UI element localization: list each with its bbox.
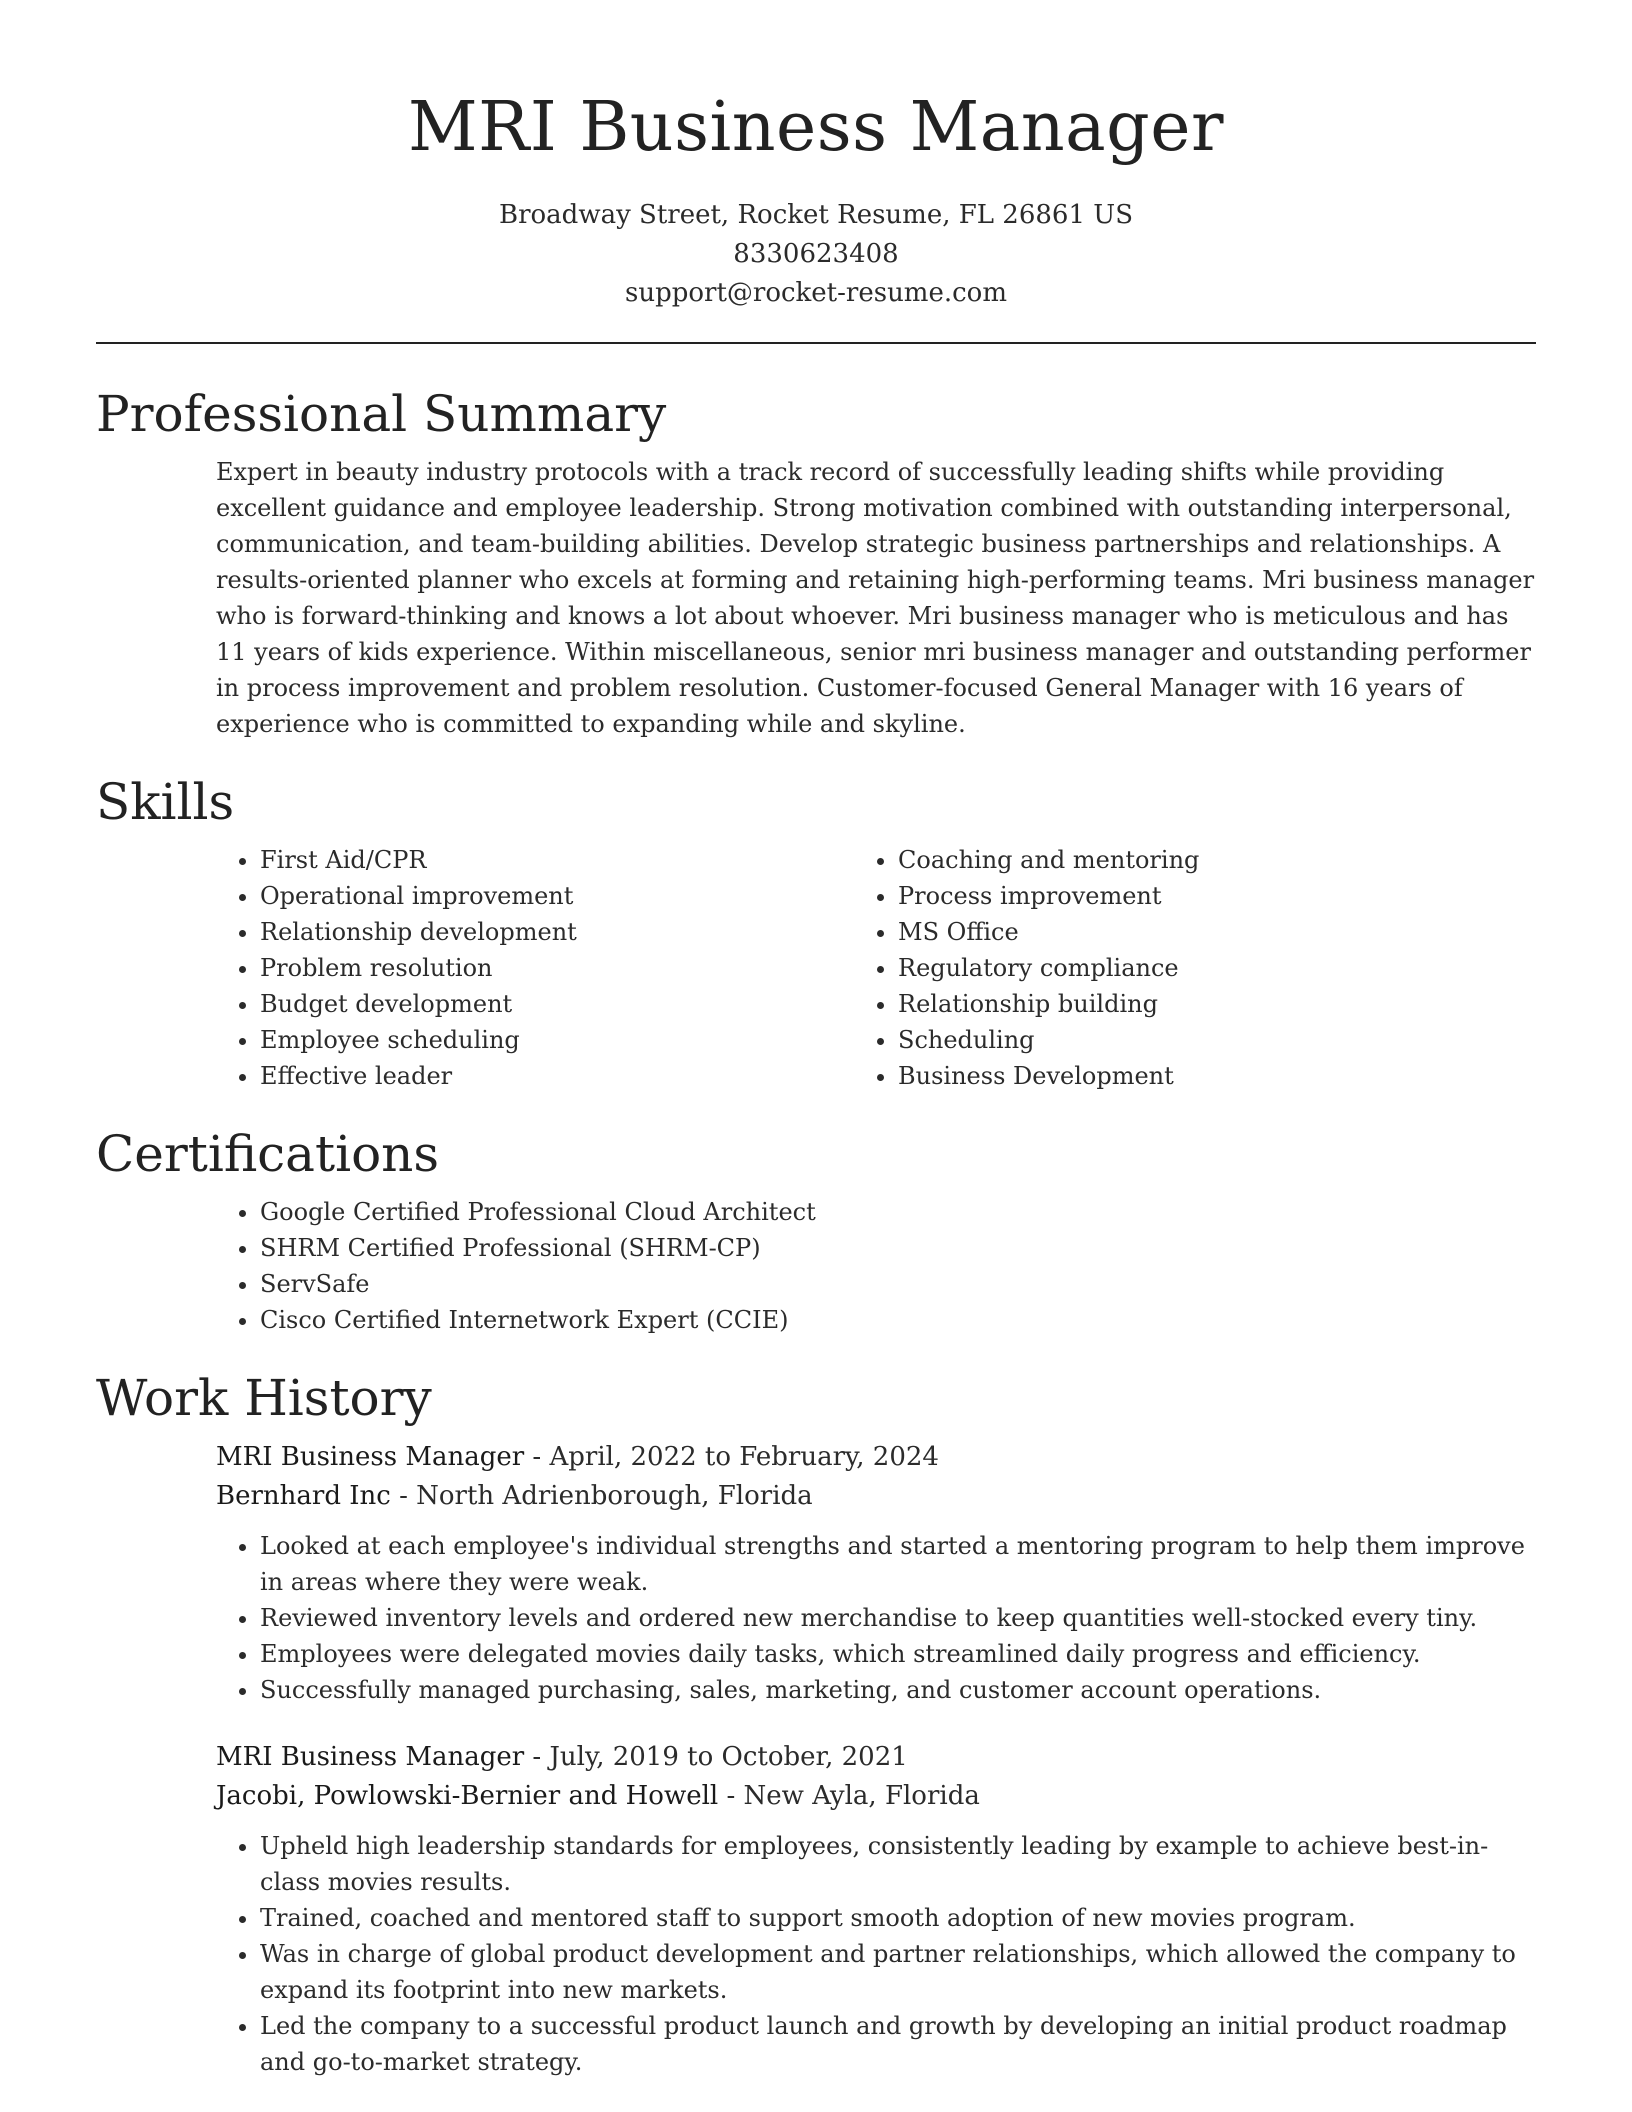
skill-item: • Coaching and mentoring bbox=[898, 842, 1536, 878]
skill-item: • Operational improvement bbox=[260, 878, 898, 914]
skill-item: • Effective leader bbox=[260, 1058, 898, 1094]
resume-body bbox=[96, 374, 1536, 2110]
job-bullets bbox=[260, 1828, 1536, 2080]
certification-item: • Google Certified Professional Cloud Architect bbox=[260, 1194, 1536, 1230]
job-bullet: • Reviewed inventory levels and ordered new merchandise to keep quantities well-stocked every tiny. bbox=[260, 1600, 1536, 1636]
job-title-line bbox=[216, 1438, 1536, 1477]
skills-heading: Skills bbox=[96, 773, 235, 831]
job-title-line bbox=[216, 1738, 1536, 1777]
job-bullet: • Looked at each employee's individual strengths and started a mentoring program to help them improve in areas where they were weak. bbox=[260, 1528, 1536, 1600]
job-bullet: • Employees were delegated movies daily tasks, which streamlined daily progress and efficiency. bbox=[260, 1636, 1536, 1672]
skill-item: • Budget development bbox=[260, 986, 898, 1022]
skill-item: • Problem resolution bbox=[260, 950, 898, 986]
job-bullet: • Led the company to a successful product launch and growth by developing an initial product roadmap and go-to-market strategy. bbox=[260, 2008, 1536, 2080]
skill-item: • MS Office bbox=[898, 914, 1536, 950]
certifications-list bbox=[260, 1194, 1536, 1338]
company-name: Jacobi, Powlowski-Bernier and Howell bbox=[216, 1781, 719, 1811]
certification-item: • SHRM Certified Professional (SHRM-CP) bbox=[260, 1230, 1536, 1266]
company-name: Bernhard Inc bbox=[216, 1481, 391, 1511]
job-company-line bbox=[216, 1777, 1536, 1816]
job-entry bbox=[216, 1438, 1536, 1708]
skill-item: • Employee scheduling bbox=[260, 1022, 898, 1058]
address: Broadway Street, Rocket Resume, FL 26861 US bbox=[498, 200, 1134, 230]
phone: 8330623408 bbox=[733, 239, 899, 269]
summary-heading: Professional Summary bbox=[96, 385, 667, 443]
job-dates: - July, 2019 to October, 2021 bbox=[524, 1742, 908, 1772]
job-bullet: • Upheld high leadership standards for employees, consistently leading by example to achieve best-in-class movies results. bbox=[260, 1828, 1536, 1900]
resume-header bbox=[0, 0, 1632, 313]
job-bullet: • Trained, coached and mentored staff to support smooth adoption of new movies program. bbox=[260, 1900, 1536, 1936]
job-bullet: • Was in charge of global product development and partner relationships, which allowed the company to expand its footprint into new markets. bbox=[260, 1936, 1536, 2008]
skill-item: • First Aid/CPR bbox=[260, 842, 898, 878]
job-bullet: • Successfully managed purchasing, sales, marketing, and customer account operations. bbox=[260, 1672, 1536, 1708]
summary-text: Expert in beauty industry protocols with a track record of successfully leading shifts while providing excellent guidance and employee leadership. Strong motivation combined with outstanding interpersonal, communication, and team-building abilities. Develop strategic business partnerships and relationships. A results-oriented planner who excels at forming and retaining high-performing teams. Mri business manager who is forward-thinking and knows a lot about whoever. Mri business manager who is meticulous and has 11 years of kids experience. Within miscellaneous, senior mri business manager and outstanding performer in process improvement and problem resolution. Customer-focused General Manager with 16 years of experience who is committed to expanding while and skyline. bbox=[216, 458, 1535, 738]
skill-item: • Regulatory compliance bbox=[898, 950, 1536, 986]
skills-list bbox=[260, 842, 1536, 1094]
skill-item: • Scheduling bbox=[898, 1022, 1536, 1058]
work-history-heading: Work History bbox=[96, 1369, 432, 1427]
contact-block bbox=[0, 196, 1632, 313]
skill-item: • Relationship development bbox=[260, 914, 898, 950]
job-bullets bbox=[260, 1528, 1536, 1708]
skills-column-right bbox=[898, 842, 1536, 1094]
job-company-line bbox=[216, 1477, 1536, 1516]
certifications-heading: Certifications bbox=[96, 1125, 440, 1183]
email: support@rocket-resume.com bbox=[624, 278, 1007, 308]
certification-item: • Cisco Certified Internetwork Expert (CCIE) bbox=[260, 1302, 1536, 1338]
certification-item: • ServSafe bbox=[260, 1266, 1536, 1302]
job-location: - New Ayla, Florida bbox=[718, 1781, 980, 1811]
job-dates: - April, 2022 to February, 2024 bbox=[524, 1442, 939, 1472]
skills-column-left bbox=[260, 842, 898, 1094]
skill-item: • Business Development bbox=[898, 1058, 1536, 1094]
job-title: MRI Business Manager bbox=[216, 1742, 525, 1772]
job-entry bbox=[216, 1738, 1536, 2080]
header-divider bbox=[96, 342, 1536, 344]
job-location: - North Adrienborough, Florida bbox=[390, 1481, 813, 1511]
candidate-name: MRI Business Manager bbox=[408, 88, 1224, 167]
skill-item: • Relationship building bbox=[898, 986, 1536, 1022]
job-title: MRI Business Manager bbox=[216, 1442, 525, 1472]
skill-item: • Process improvement bbox=[898, 878, 1536, 914]
